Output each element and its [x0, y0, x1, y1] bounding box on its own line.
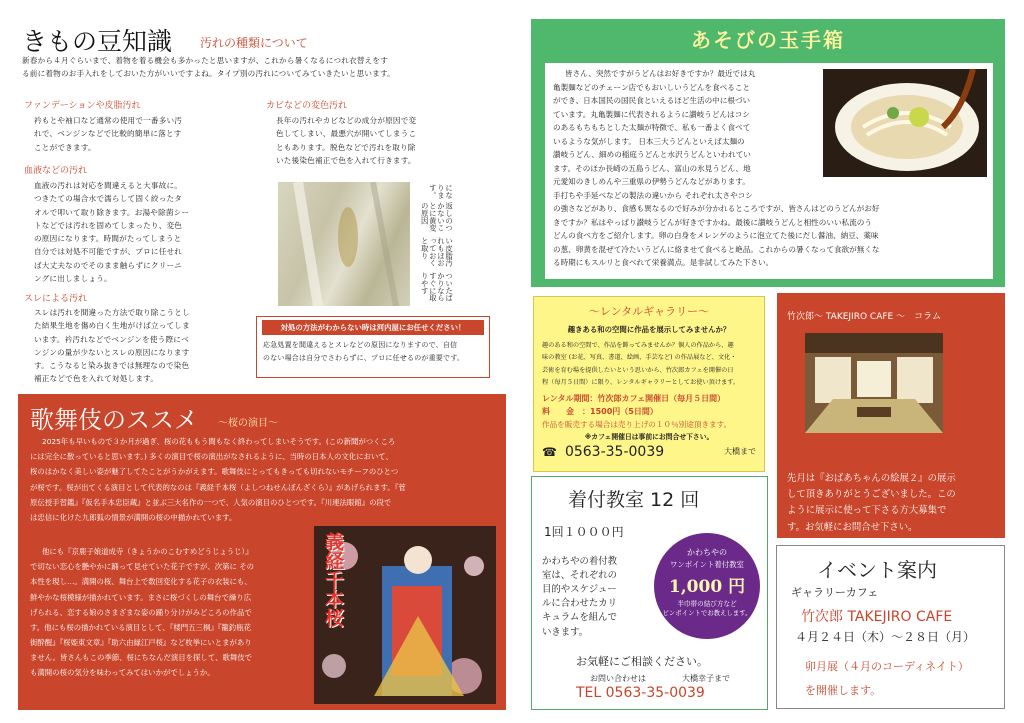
column-title: 竹次郎～ TAKEJIRO CAFE ～ コラム — [787, 312, 941, 322]
text-line: ングに出しましょう。 — [34, 273, 112, 283]
text-line: ています。丸亀製麺に代表されるように讃岐うどんはコシ — [553, 109, 750, 119]
text-line: 程（毎月５日間）に限り、レンタルギャラリーとしてお使い頂けます。 — [542, 379, 740, 387]
kitsuke-panel — [531, 476, 768, 710]
text-line: 讃岐うどん、細めの稲庭うどんと水沢うどんといわれてい — [553, 150, 751, 160]
rental-note: ※カフェ開催日は事前にお問合せ下さい。 — [584, 432, 714, 441]
kimono-intro — [22, 54, 502, 81]
vnote-col: になります。 — [428, 184, 454, 199]
rental-phone-row — [534, 441, 764, 460]
rental-gallery-panel — [533, 296, 765, 472]
text-line: ように展示に使って下さる方大募集で — [787, 505, 947, 517]
text-line: 自分では対処不可能ですが、プロに任せれ — [34, 247, 183, 257]
kimono-title: きもの豆知識 — [22, 27, 173, 56]
event-exhibit: 卯月展（４月のコーディネイト） — [805, 660, 969, 673]
text-line: ができ、日本国民の国民食といえるほど生活の中に根づい — [553, 96, 751, 106]
kabuki-title: 歌舞伎のススメ — [30, 406, 198, 434]
one-point-badge — [654, 533, 760, 639]
kimono-subtitle: 汚れの種類について — [200, 36, 308, 50]
kitsuke-contact-label: お問い合わせは — [590, 674, 646, 683]
text-line: 鮮やかな桜模様が描かれています。まさに桜づくしの舞台で繰り広 — [30, 592, 252, 602]
text-line: トなどでは汚れを固めてしまったり、変色 — [34, 220, 183, 230]
text-line: 桜のはかなく美しい姿が魅了してたことがうかがえます。歌舞伎にとってもきっても切れないモチーフのひとつ — [30, 467, 399, 477]
mold-heading: カビなどの変色汚れ — [266, 101, 348, 111]
text-line: げられる、恋する娘のさまざまな姿の踊り分けがみどころの作品で — [30, 607, 252, 617]
intro-line: 新春から４月ぐらいまで、着物を着る機会も多かったと思いますが、これから暑くなるにつれ衣替えをす — [22, 56, 388, 65]
rental-catch: 趣きある和の空間に作品を展示してみませんか？ — [567, 325, 731, 334]
mold-text — [276, 114, 416, 167]
text-line: ことができます。 — [34, 142, 96, 152]
text-line: る時期にもスルリと食べれて栄養満点。是非試してみた下さい。 — [553, 258, 774, 268]
notice-box — [256, 316, 490, 378]
gallery-room-photo — [805, 333, 943, 433]
text-line: 室は、それぞれの — [542, 570, 618, 582]
kitsuke-consult: お気軽にご相談ください。 — [576, 655, 708, 668]
text-line: スレは汚れを間違った方法で取り除こうとし — [34, 308, 190, 317]
text-line: 衿もとや袖口など通常の使用で一番多い汚 — [34, 116, 183, 125]
text-line: 原伝授手習鑑』『仮名手本忠臣蔵』と並ぶ三大名作の一つで、人気の演目のひとつです。『川連法眼館』の段で — [30, 497, 392, 507]
badge-price: 1,000 円 — [668, 577, 746, 597]
text-line: の強さなどがあり、食感も異なるので好みが分かれるところですが、皆さんはどのうどんがお好 — [553, 204, 880, 214]
asobi-text — [553, 67, 991, 270]
stained-fabric-photo — [278, 182, 410, 306]
text-line: 他にも『京鹿子娘道成寺（きょうかのこむすめどうじょうじ）』 — [42, 547, 253, 556]
event-panel — [776, 545, 1005, 709]
kabuki-subtitle: ～桜の演目～ — [218, 418, 278, 429]
text-line: の原因になります。時間がたってしまうと — [34, 234, 182, 244]
badge-line: ピンポイントでお教えします。 — [662, 609, 752, 617]
rental-fee: 料 金 ：1500円（5日間） — [542, 406, 658, 416]
telephone-icon: ☎ — [542, 444, 557, 459]
kabuki-poster — [314, 526, 496, 704]
text-line: かわちやの着付教 — [542, 556, 618, 567]
kabuki-text — [30, 434, 500, 525]
text-line: います。衿汚れなどでベンジンを使う際にベ — [34, 334, 189, 344]
rental-text — [534, 335, 764, 390]
text-line: 2025年も早いもので３か月が過ぎ、桜の花ももう間もなく終わってしまいそうです。(この新聞がつくころ — [42, 437, 396, 446]
text-line: 長年の汚れやカビなどの成分が原因で変 — [276, 116, 417, 125]
badge-line: 半巾帯の結び方など — [677, 600, 737, 608]
vnote-col: 返しのつかないことに黄変の原因 — [420, 201, 454, 232]
text-line: も満開の桜の気分を味わってみてはいかがでしょうか。 — [30, 668, 215, 678]
text-line: ます。そのほか長崎の五島うどん、富山の氷見うどん、地 — [553, 163, 751, 173]
text-line: 本性を現し…。満開の桜、舞台上で数回変化する花子の衣装にも、 — [30, 577, 252, 587]
text-line: 元愛知のきしめんや三重県の伊勢うどんなどがあります。 — [553, 177, 750, 187]
event-name: 竹次郎 TAKEJIRO CAFE — [801, 609, 953, 625]
event-dates: ４月２４日（木）～２８日（月） — [795, 630, 976, 644]
text-line: す。お気軽にお問合せ下さい。 — [787, 521, 918, 533]
asobi-panel — [531, 19, 1005, 287]
text-line: ません。皆さんもこの季節、桜にちなんだ演目を探して、歌舞伎で — [30, 653, 253, 663]
text-line: ともあります。脱色などで汚れを取り除 — [276, 142, 416, 152]
kitsuke-contact-person: 大橋幸子まで — [682, 674, 730, 683]
vertical-note — [420, 184, 453, 304]
asobi-title: あそびの玉手箱 — [691, 28, 845, 52]
blood-text — [34, 179, 189, 285]
text-line: 手打ちや手延べなどの製法の違いから それぞれ太さやコシ — [553, 190, 753, 200]
text-line: で切ない恋心を艶やかに踊って見せていた花子ですが、次第に その — [30, 562, 255, 572]
foundation-text — [34, 114, 182, 154]
event-held: を開催します。 — [805, 684, 882, 697]
text-line: いるような気がします。 日本三大うどんといえば太麺の — [553, 136, 745, 146]
text-line: 芸術を育む場を提供したいという思いから、竹次郎カフェを開催の日 — [542, 366, 734, 374]
badge-line: ワンポイント着付教室 — [670, 560, 744, 569]
text-line: キュラムを組んで — [542, 612, 617, 624]
kabuki-text-2 — [30, 544, 320, 681]
text-line: いた後染色補正で色を入れて行きます。 — [276, 155, 416, 165]
event-title: イベント案内 — [817, 558, 937, 582]
rental-period: レンタル期間：竹次郎カフェ開催日（毎月５日間） — [542, 393, 726, 403]
text-line: 先月は『おばあちゃんの絵展２』の展示 — [787, 473, 956, 484]
rub-heading: スレによる汚れ — [24, 294, 88, 304]
vnote-col: い皮脂汚れもほおっておくと取り — [420, 236, 454, 267]
text-line: どんの食べ方をご紹介します。卵の白身をメレンゲのように泡立てた後にだし醤油、納豆、薬味 — [553, 231, 879, 241]
blood-heading: 血液などの汚れ — [24, 166, 88, 176]
notice-text — [257, 335, 489, 370]
text-line: のない場合は自分でさわらずに、プロに任せるのが重要です。 — [263, 354, 465, 363]
badge-line: かわちやの — [687, 548, 727, 557]
notice-title: 対処の方法がわからない時は河内屋にお任せください！ — [262, 320, 484, 335]
text-line: 応急処置を間違えるとスレなどの原因になりますので、自信 — [263, 341, 458, 349]
text-line: つきたての場合水で濡らして固く絞ったタ — [34, 194, 183, 204]
rub-text — [34, 306, 190, 386]
intro-line: る前に着物のお手入れをしておいた方がいいですよね。タイプ別の汚れについてみていきたいと思います。 — [22, 69, 395, 79]
text-line: オルで叩いて取り除きます。お湯や除菌シー — [34, 207, 190, 217]
vnote-col: ついたばかりならすぐに取りやす — [420, 271, 454, 302]
text-line: す。他にも桜の描かれている演目として、『楼門五三桐』『籠釣瓶花 — [30, 622, 251, 632]
text-line: 目的やスケジュー — [542, 584, 617, 596]
kabuki-poster-title: 義経千本桜 — [322, 532, 344, 627]
text-line: きですか？私はやっぱり讃岐うどんが好きですかね。最後に讃岐うどんと相性のいい私流のう — [553, 217, 872, 227]
text-line: す。こうなると染み抜きでは無理なので染色 — [34, 361, 190, 371]
column-text — [787, 471, 1001, 536]
text-line: ンジンの量が少ないとスレの原因になります — [34, 347, 190, 357]
text-line: の葱、卵黄を混ぜて冷たいうどんに絡ませて食べると絶品。これからの暑くなって食欲が無くな — [553, 244, 880, 254]
text-line: には完全に散っていると思います。) 多くの演目で桜の演出がなされるように、当時の日本人の文化において、 — [30, 452, 393, 462]
rental-title: ～レンタルギャラリー～ — [588, 305, 710, 318]
rental-phone: 0563-35-0039 — [564, 443, 665, 460]
foundation-heading: ファンデーションや皮脂汚れ — [24, 101, 141, 111]
text-line: 亀製麺などのチェーン店でもおいしいうどんを食べること — [553, 82, 751, 92]
event-venue: ギャラリーカフェ — [791, 586, 879, 599]
text-line: れで、ベンジンなどで比較的簡単に落とす — [34, 129, 182, 139]
stain-marks — [278, 182, 410, 306]
rental-sale: 作品を販売する場合は売り上げの１０％別途頂きます。 — [542, 419, 732, 429]
text-line: た結果生地を傷め白く生地がけば立ってしま — [34, 321, 190, 331]
text-line: が桜です。桜が出てくる演目として代表的なのは『義経千本桜（よしつねせんぼんざくら）』があげられます。『菅 — [30, 482, 406, 492]
text-line: のあるもちもちとした太麺が特徴で、私も一番よく食べて — [553, 123, 751, 133]
text-line: 補正などで色を入れて対処します。 — [34, 374, 159, 384]
kabuki-panel — [18, 394, 506, 710]
text-line: して頂きありがとうございました。この — [787, 489, 956, 501]
text-line: 趣のある和の空間で、作品を飾ってみませんか？個人の作品から、趣 — [542, 342, 734, 349]
text-line: 血液の汚れは対応を間違えると大事故に。 — [34, 181, 183, 190]
text-line: 味の教室 (お花、写真、書道、絵画、手芸など) の作品展など、文化・ — [542, 354, 737, 362]
text-line: ば大丈夫なのでそのまま触らずにクリーニ — [34, 260, 183, 270]
kitsuke-text — [542, 555, 617, 640]
rental-contact: 大橋まで — [724, 447, 756, 457]
kitsuke-tel: TEL 0563-35-0039 — [576, 685, 705, 701]
asobi-content — [545, 63, 993, 279]
text-line: 色してしまい、最悪穴が開いてしまうこ — [276, 129, 417, 139]
text-line: 街酔醒』『桜姫東文章』『助六由縁江戸桜』など枚挙にいとまがあり — [30, 638, 252, 648]
text-line: は忠信に化けた九郎狐の情景が満開の桜の中描かれています。 — [30, 512, 237, 522]
text-line: いきます。 — [542, 626, 589, 638]
kitsuke-title: 着付教室 12 回 — [568, 489, 700, 511]
text-line: ルに合わせたカリ — [542, 598, 618, 610]
gallery-room-art — [805, 333, 943, 433]
text-line: 皆さん、突然ですがうどんはお好きですか？最近では丸 — [565, 69, 756, 78]
takejiro-column-panel — [777, 293, 1005, 538]
kitsuke-price: 1回１０００円 — [544, 525, 624, 539]
